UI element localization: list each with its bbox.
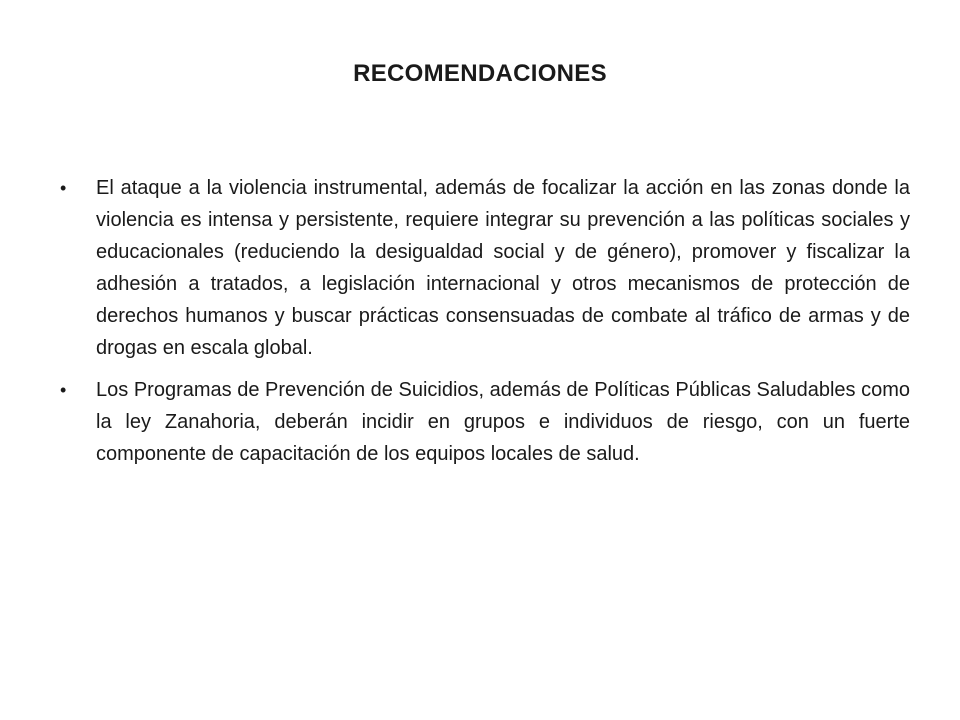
bullet-marker-icon: • (60, 380, 67, 400)
bullet-marker-icon: • (60, 178, 67, 198)
bullet-item (58, 172, 910, 364)
bullet-text: El ataque a la violencia instrumental, además de focalizar la acción en las zonas donde la violencia es intensa y persistente, requiere integrar su prevención a las políticas sociales y educacionales (reduciendo la desigualdad social y de género), promover y fiscalizar la adhesión a tratados, a legislación internacional y otros mecanismos de protección de derechos humanos y buscar prácticas consensuadas de combate al tráfico de armas y de drogas en escala global. (96, 177, 910, 359)
bullet-list (58, 172, 910, 480)
slide-title: RECOMENDACIONES (353, 60, 607, 87)
bullet-text: Los Programas de Prevención de Suicidios, además de Políticas Públicas Saludables como la ley Zanahoria, deberán incidir en grupos e individuos de riesgo, con un fuerte componente de capacitación de los equipos locales de salud. (96, 379, 910, 465)
bullet-item (58, 374, 910, 470)
